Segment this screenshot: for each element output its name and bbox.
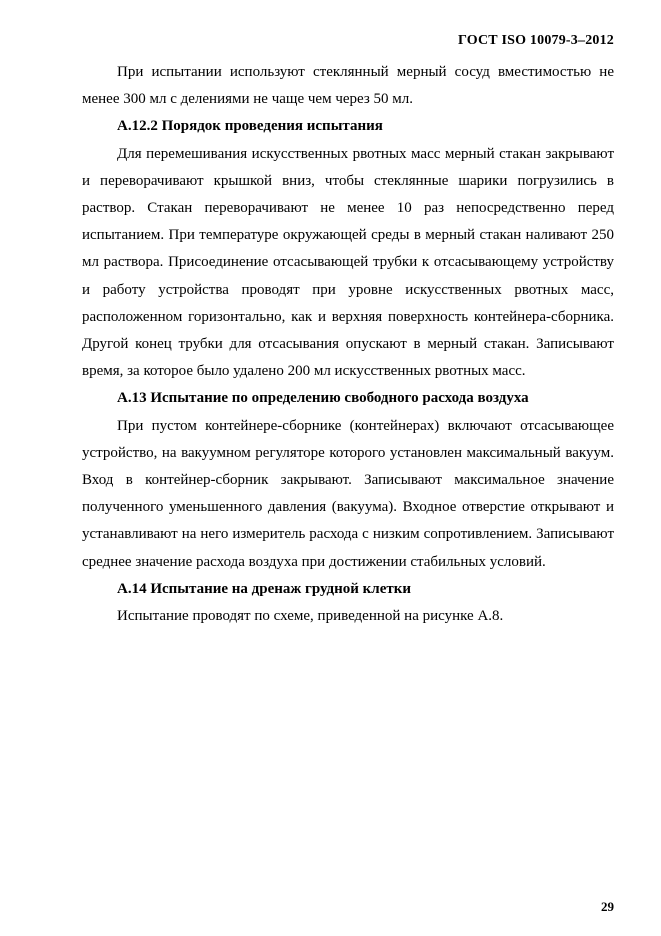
paragraph-intro: При испытании используют стеклянный мерный сосуд вместимостью не менее 300 мл с делениями не чаще чем через 50 мл. <box>82 64 614 108</box>
paragraph-a12-2: Для перемешивания искусственных рвотных масс мерный стакан закрывают и переворачивают крышкой вниз, чтобы стеклянные шарики погрузились в раствор. Стакан переворачивают не менее 10 раз непосредственно перед испытанием. При температуре окружающей среды в мерный стакан наливают 250 мл раствора. Присоединение отсасывающей трубки к отсасывающему устройству и работу устройства проводят при уровне искусственных рвотных масс, расположенном горизонтально, как и верхняя поверхность контейнера-сборника. Другой конец трубки для отсасывания опускают в мерный стакан. Записывают время, за которое было удалено 200 мл искусственных рвотных масс. <box>82 145 614 380</box>
paragraph-a14: Испытание проводят по схеме, приведенной на рисунке А.8. <box>117 608 504 625</box>
paragraph-a13: При пустом контейнере-сборнике (контейнерах) включают отсасывающее устройство, на вакуумном регуляторе которого установлен максимальный вакуум. Вход в контейнер-сборник закрывают. Записывают максимальное значение полученного уменьшенного давления (вакуума). Входное отверстие открывают и устанавливают на него измеритель расхода с низким сопротивлением. Записывают среднее значение расхода воздуха при достижении стабильных условий. <box>82 417 614 570</box>
section-heading-a13: А.13 Испытание по определению свободного расхода воздуха <box>117 390 529 407</box>
running-header-document-number: ГОСТ ISO 10079-3–2012 <box>457 33 614 48</box>
section-heading-a12-2: А.12.2 Порядок проведения испытания <box>117 118 383 135</box>
section-heading-a14: А.14 Испытание на дренаж грудной клетки <box>117 580 412 597</box>
document-body <box>82 59 614 630</box>
page-number: 29 <box>601 899 614 914</box>
